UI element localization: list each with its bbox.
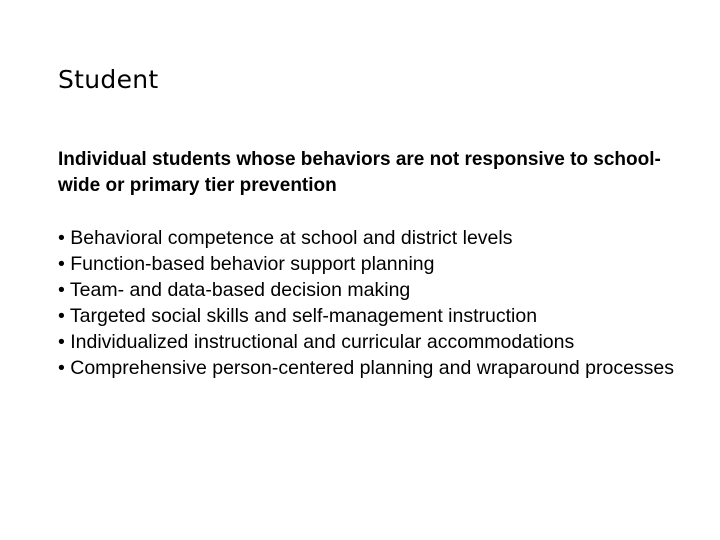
bullet-item-team-data-decisions: • Team- and data-based decision making: [58, 279, 411, 301]
bullet-item-behavioral-competence: • Behavioral competence at school and district levels: [58, 227, 513, 249]
bullet-item-targeted-social-skills: • Targeted social skills and self-management instruction: [58, 305, 538, 327]
bullet-item-person-centered-planning: • Comprehensive person-centered planning and wraparound processes: [58, 357, 675, 379]
bullet-item-individualized-accommodations: • Individualized instructional and curricular accommodations: [58, 331, 575, 353]
bullet-list: [58, 225, 678, 381]
slide-title: Student: [58, 65, 159, 94]
slide-subtitle: Individual students whose behaviors are not responsive to school-wide or primary tier prevention: [58, 149, 661, 196]
bullet-item-function-based-support: • Function-based behavior support planning: [58, 253, 435, 275]
